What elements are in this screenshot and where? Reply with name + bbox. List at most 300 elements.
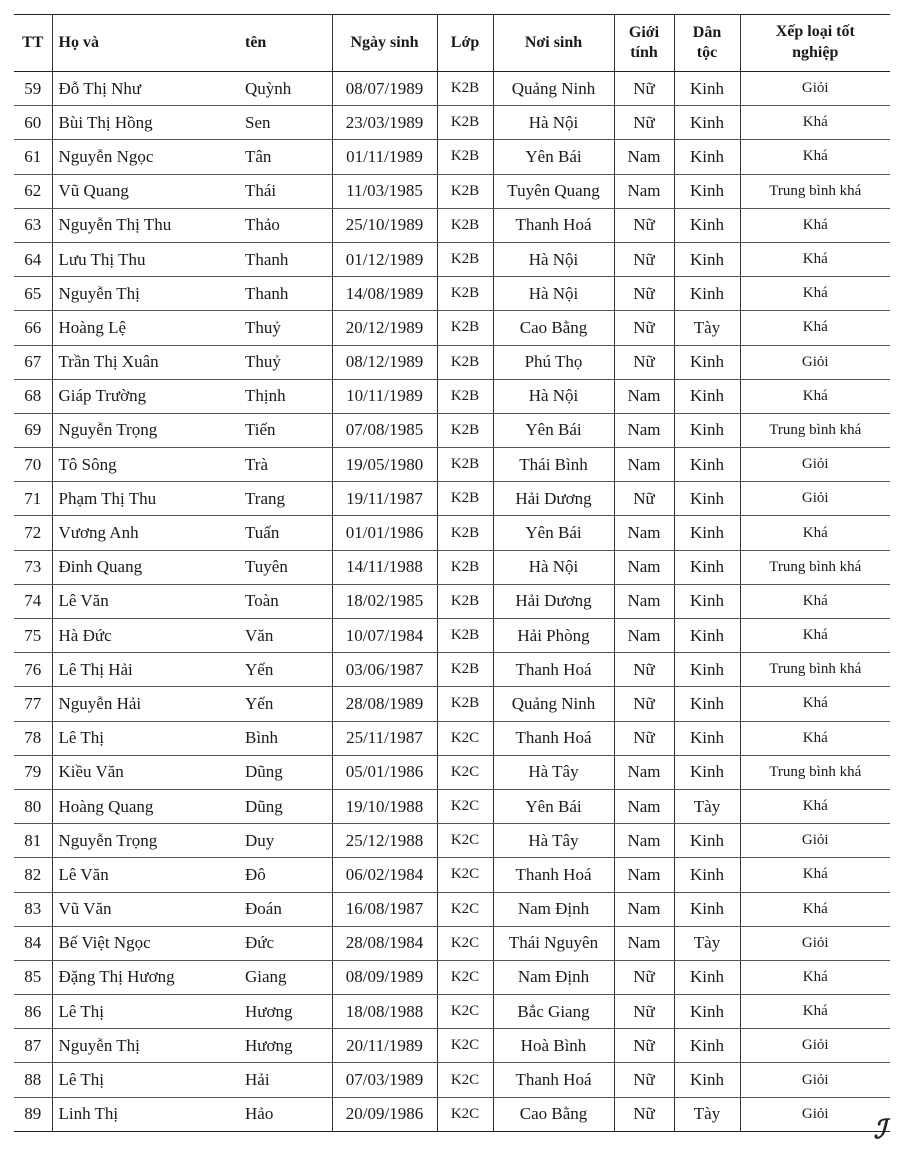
gioi-tinh-header-line2: tính [630, 44, 658, 61]
row-gioi-tinh: Nam [614, 619, 674, 653]
row-ho: Lưu Thị Thu [52, 242, 241, 276]
row-xep-loai: Khá [740, 242, 890, 276]
row-ngay-sinh: 19/10/1988 [332, 789, 437, 823]
row-gioi-tinh: Nữ [614, 311, 674, 345]
row-xep-loai: Trung bình khá [740, 755, 890, 789]
row-gioi-tinh: Nam [614, 755, 674, 789]
row-ten: Thái [241, 174, 332, 208]
row-gioi-tinh: Nam [614, 858, 674, 892]
row-stt: 88 [14, 1063, 52, 1097]
row-lop: K2B [437, 106, 493, 140]
row-gioi-tinh: Nữ [614, 482, 674, 516]
row-noi-sinh: Hải Dương [493, 584, 614, 618]
row-noi-sinh: Thái Nguyên [493, 926, 614, 960]
row-noi-sinh: Hà Nội [493, 379, 614, 413]
row-ten: Đô [241, 858, 332, 892]
table-row [14, 755, 890, 789]
row-ngay-sinh: 19/11/1987 [332, 482, 437, 516]
row-noi-sinh: Hà Tây [493, 824, 614, 858]
row-gioi-tinh: Nam [614, 789, 674, 823]
row-ten: Hương [241, 1029, 332, 1063]
row-ngay-sinh: 06/02/1984 [332, 858, 437, 892]
table-row [14, 550, 890, 584]
row-stt: 85 [14, 960, 52, 994]
row-lop: K2B [437, 208, 493, 242]
row-lop: K2C [437, 789, 493, 823]
table-row [14, 619, 890, 653]
row-xep-loai: Khá [740, 584, 890, 618]
dan-toc-header-line1: Dân [692, 24, 722, 41]
row-lop: K2B [437, 242, 493, 276]
row-noi-sinh: Hà Nội [493, 277, 614, 311]
row-xep-loai: Giỏi [740, 1029, 890, 1063]
roster-body [14, 72, 890, 1132]
row-lop: K2C [437, 1063, 493, 1097]
row-gioi-tinh: Nam [614, 892, 674, 926]
row-dan-toc: Kinh [674, 277, 740, 311]
row-ho: Nguyễn Thị [52, 277, 241, 311]
row-dan-toc: Kinh [674, 1063, 740, 1097]
row-ten: Thuỷ [241, 311, 332, 345]
row-lop: K2B [437, 516, 493, 550]
table-row [14, 516, 890, 550]
column-header-stt: TT [14, 15, 52, 72]
row-lop: K2B [437, 482, 493, 516]
row-dan-toc: Kinh [674, 242, 740, 276]
row-ten: Yến [241, 687, 332, 721]
row-ho: Nguyễn Thị Thu [52, 208, 241, 242]
row-lop: K2B [437, 277, 493, 311]
row-ho: Lê Thị [52, 995, 241, 1029]
row-stt: 81 [14, 824, 52, 858]
row-stt: 71 [14, 482, 52, 516]
row-ho: Lê Thị [52, 721, 241, 755]
row-stt: 67 [14, 345, 52, 379]
row-noi-sinh: Hà Nội [493, 106, 614, 140]
row-noi-sinh: Yên Bái [493, 789, 614, 823]
row-ho: Đinh Quang [52, 550, 241, 584]
row-xep-loai: Giỏi [740, 72, 890, 106]
row-lop: K2B [437, 140, 493, 174]
row-stt: 84 [14, 926, 52, 960]
row-ten: Toàn [241, 584, 332, 618]
graduation-roster-sheet [14, 14, 890, 1132]
row-dan-toc: Kinh [674, 516, 740, 550]
table-row [14, 584, 890, 618]
row-lop: K2B [437, 619, 493, 653]
table-row [14, 926, 890, 960]
row-ho: Giáp Trường [52, 379, 241, 413]
row-dan-toc: Kinh [674, 995, 740, 1029]
row-ho: Phạm Thị Thu [52, 482, 241, 516]
row-ten: Giang [241, 960, 332, 994]
row-ten: Thuỷ [241, 345, 332, 379]
row-stt: 63 [14, 208, 52, 242]
row-noi-sinh: Quảng Ninh [493, 687, 614, 721]
row-ho: Đỗ Thị Như [52, 72, 241, 106]
row-xep-loai: Khá [740, 106, 890, 140]
row-xep-loai: Khá [740, 140, 890, 174]
row-ho: Hoàng Lệ [52, 311, 241, 345]
row-dan-toc: Kinh [674, 755, 740, 789]
row-xep-loai: Khá [740, 619, 890, 653]
row-ngay-sinh: 16/08/1987 [332, 892, 437, 926]
row-ngay-sinh: 07/03/1989 [332, 1063, 437, 1097]
handwritten-page-mark: ℐ [873, 1115, 886, 1144]
row-ho: Linh Thị [52, 1097, 241, 1131]
row-lop: K2B [437, 72, 493, 106]
row-lop: K2C [437, 858, 493, 892]
row-ho: Bùi Thị Hồng [52, 106, 241, 140]
row-ho: Trần Thị Xuân [52, 345, 241, 379]
row-ho: Nguyễn Trọng [52, 824, 241, 858]
table-row [14, 1063, 890, 1097]
row-noi-sinh: Yên Bái [493, 140, 614, 174]
row-ho: Đặng Thị Hương [52, 960, 241, 994]
row-stt: 62 [14, 174, 52, 208]
row-gioi-tinh: Nữ [614, 208, 674, 242]
table-row [14, 106, 890, 140]
row-ho: Nguyễn Trọng [52, 413, 241, 447]
row-noi-sinh: Yên Bái [493, 413, 614, 447]
table-row [14, 379, 890, 413]
table-row [14, 277, 890, 311]
row-lop: K2C [437, 824, 493, 858]
row-gioi-tinh: Nữ [614, 242, 674, 276]
column-header-ten: tên [241, 15, 332, 72]
row-ho: Vũ Văn [52, 892, 241, 926]
row-ho: Lê Văn [52, 584, 241, 618]
row-lop: K2B [437, 448, 493, 482]
row-dan-toc: Kinh [674, 448, 740, 482]
row-lop: K2B [437, 584, 493, 618]
row-ngay-sinh: 14/11/1988 [332, 550, 437, 584]
row-ngay-sinh: 23/03/1989 [332, 106, 437, 140]
row-lop: K2B [437, 345, 493, 379]
row-gioi-tinh: Nữ [614, 653, 674, 687]
row-xep-loai: Khá [740, 995, 890, 1029]
row-gioi-tinh: Nam [614, 550, 674, 584]
row-stt: 86 [14, 995, 52, 1029]
row-lop: K2C [437, 995, 493, 1029]
row-stt: 80 [14, 789, 52, 823]
row-gioi-tinh: Nam [614, 824, 674, 858]
row-dan-toc: Tày [674, 311, 740, 345]
row-xep-loai: Giỏi [740, 345, 890, 379]
row-ngay-sinh: 01/12/1989 [332, 242, 437, 276]
row-lop: K2C [437, 960, 493, 994]
row-ho: Tô Sông [52, 448, 241, 482]
row-stt: 60 [14, 106, 52, 140]
row-ho: Vũ Quang [52, 174, 241, 208]
row-lop: K2B [437, 413, 493, 447]
row-dan-toc: Kinh [674, 892, 740, 926]
row-ten: Thanh [241, 277, 332, 311]
row-stt: 61 [14, 140, 52, 174]
row-dan-toc: Kinh [674, 413, 740, 447]
row-stt: 87 [14, 1029, 52, 1063]
table-row [14, 995, 890, 1029]
row-lop: K2B [437, 687, 493, 721]
row-gioi-tinh: Nữ [614, 1097, 674, 1131]
row-ngay-sinh: 08/12/1989 [332, 345, 437, 379]
row-gioi-tinh: Nữ [614, 277, 674, 311]
row-gioi-tinh: Nữ [614, 1063, 674, 1097]
row-dan-toc: Kinh [674, 858, 740, 892]
row-ngay-sinh: 11/03/1985 [332, 174, 437, 208]
row-dan-toc: Kinh [674, 687, 740, 721]
row-xep-loai: Trung bình khá [740, 653, 890, 687]
row-ten: Tuyên [241, 550, 332, 584]
table-row [14, 311, 890, 345]
row-ngay-sinh: 03/06/1987 [332, 653, 437, 687]
table-row [14, 448, 890, 482]
row-ten: Trà [241, 448, 332, 482]
row-ho: Lê Thị Hải [52, 653, 241, 687]
row-dan-toc: Tày [674, 926, 740, 960]
table-row [14, 653, 890, 687]
row-stt: 79 [14, 755, 52, 789]
column-header-gioi-tinh [614, 15, 674, 72]
column-header-ho: Họ và [52, 15, 241, 72]
row-ten: Hảo [241, 1097, 332, 1131]
column-header-ngay-sinh: Ngày sinh [332, 15, 437, 72]
row-ten: Sen [241, 106, 332, 140]
row-stt: 66 [14, 311, 52, 345]
row-dan-toc: Kinh [674, 721, 740, 755]
row-xep-loai: Trung bình khá [740, 413, 890, 447]
row-ten: Thanh [241, 242, 332, 276]
row-gioi-tinh: Nữ [614, 995, 674, 1029]
row-noi-sinh: Phú Thọ [493, 345, 614, 379]
row-ngay-sinh: 28/08/1989 [332, 687, 437, 721]
row-xep-loai: Giỏi [740, 824, 890, 858]
row-stt: 75 [14, 619, 52, 653]
row-ho: Nguyễn Hải [52, 687, 241, 721]
table-row [14, 789, 890, 823]
row-lop: K2C [437, 926, 493, 960]
row-noi-sinh: Thanh Hoá [493, 721, 614, 755]
row-ngay-sinh: 07/08/1985 [332, 413, 437, 447]
row-lop: K2C [437, 755, 493, 789]
row-ngay-sinh: 14/08/1989 [332, 277, 437, 311]
table-header-row [14, 15, 890, 72]
column-header-xep-loai [740, 15, 890, 72]
row-ngay-sinh: 08/07/1989 [332, 72, 437, 106]
row-dan-toc: Kinh [674, 584, 740, 618]
row-stt: 89 [14, 1097, 52, 1131]
table-row [14, 345, 890, 379]
row-xep-loai: Khá [740, 277, 890, 311]
row-xep-loai: Giỏi [740, 926, 890, 960]
row-xep-loai: Khá [740, 687, 890, 721]
row-xep-loai: Khá [740, 311, 890, 345]
row-dan-toc: Kinh [674, 140, 740, 174]
gioi-tinh-header-line1: Giới [628, 24, 660, 41]
row-ten: Quỳnh [241, 72, 332, 106]
graduation-roster-table [14, 14, 890, 1132]
row-ngay-sinh: 01/01/1986 [332, 516, 437, 550]
row-dan-toc: Tày [674, 789, 740, 823]
row-ngay-sinh: 25/11/1987 [332, 721, 437, 755]
row-dan-toc: Kinh [674, 106, 740, 140]
table-row [14, 858, 890, 892]
column-header-noi-sinh: Nơi sinh [493, 15, 614, 72]
row-noi-sinh: Yên Bái [493, 516, 614, 550]
row-gioi-tinh: Nam [614, 140, 674, 174]
row-noi-sinh: Nam Định [493, 960, 614, 994]
row-lop: K2B [437, 379, 493, 413]
row-ho: Nguyễn Thị [52, 1029, 241, 1063]
row-dan-toc: Kinh [674, 550, 740, 584]
row-dan-toc: Kinh [674, 824, 740, 858]
row-xep-loai: Giỏi [740, 1063, 890, 1097]
row-dan-toc: Kinh [674, 345, 740, 379]
row-ngay-sinh: 18/08/1988 [332, 995, 437, 1029]
row-dan-toc: Tày [674, 1097, 740, 1131]
row-ten: Tân [241, 140, 332, 174]
row-gioi-tinh: Nam [614, 926, 674, 960]
row-dan-toc: Kinh [674, 174, 740, 208]
row-dan-toc: Kinh [674, 653, 740, 687]
row-lop: K2C [437, 892, 493, 926]
xep-loai-header-line1: Xếp loại tốt [775, 23, 855, 41]
row-ho: Hoàng Quang [52, 789, 241, 823]
table-row [14, 687, 890, 721]
row-xep-loai: Khá [740, 892, 890, 926]
row-noi-sinh: Nam Định [493, 892, 614, 926]
row-ngay-sinh: 28/08/1984 [332, 926, 437, 960]
table-row [14, 174, 890, 208]
row-lop: K2B [437, 311, 493, 345]
row-xep-loai: Trung bình khá [740, 174, 890, 208]
table-row [14, 960, 890, 994]
row-lop: K2B [437, 174, 493, 208]
row-gioi-tinh: Nữ [614, 721, 674, 755]
row-xep-loai: Khá [740, 858, 890, 892]
row-noi-sinh: Thanh Hoá [493, 1063, 614, 1097]
row-ngay-sinh: 20/12/1989 [332, 311, 437, 345]
row-ho: Lê Thị [52, 1063, 241, 1097]
row-stt: 73 [14, 550, 52, 584]
table-row [14, 721, 890, 755]
row-ten: Hương [241, 995, 332, 1029]
row-ten: Tuấn [241, 516, 332, 550]
row-dan-toc: Kinh [674, 379, 740, 413]
table-row [14, 72, 890, 106]
row-noi-sinh: Hà Nội [493, 550, 614, 584]
row-noi-sinh: Cao Bằng [493, 311, 614, 345]
row-stt: 74 [14, 584, 52, 618]
table-row [14, 892, 890, 926]
row-stt: 78 [14, 721, 52, 755]
row-ten: Thảo [241, 208, 332, 242]
row-ten: Hải [241, 1063, 332, 1097]
table-row [14, 482, 890, 516]
row-xep-loai: Khá [740, 379, 890, 413]
row-ngay-sinh: 18/02/1985 [332, 584, 437, 618]
table-row [14, 208, 890, 242]
row-stt: 77 [14, 687, 52, 721]
row-stt: 83 [14, 892, 52, 926]
row-gioi-tinh: Nữ [614, 960, 674, 994]
row-stt: 69 [14, 413, 52, 447]
row-gioi-tinh: Nữ [614, 106, 674, 140]
row-stt: 76 [14, 653, 52, 687]
row-ho: Lê Văn [52, 858, 241, 892]
row-xep-loai: Khá [740, 516, 890, 550]
row-ho: Nguyễn Ngọc [52, 140, 241, 174]
row-noi-sinh: Hà Tây [493, 755, 614, 789]
row-noi-sinh: Hà Nội [493, 242, 614, 276]
row-dan-toc: Kinh [674, 72, 740, 106]
row-stt: 82 [14, 858, 52, 892]
row-ten: Duy [241, 824, 332, 858]
row-gioi-tinh: Nữ [614, 72, 674, 106]
row-ten: Thịnh [241, 379, 332, 413]
row-lop: K2B [437, 653, 493, 687]
row-ten: Đức [241, 926, 332, 960]
row-ten: Bình [241, 721, 332, 755]
row-ngay-sinh: 25/12/1988 [332, 824, 437, 858]
row-gioi-tinh: Nam [614, 413, 674, 447]
row-noi-sinh: Thanh Hoá [493, 653, 614, 687]
row-stt: 68 [14, 379, 52, 413]
row-gioi-tinh: Nữ [614, 687, 674, 721]
row-ten: Văn [241, 619, 332, 653]
row-gioi-tinh: Nữ [614, 345, 674, 379]
row-stt: 65 [14, 277, 52, 311]
row-ho: Bế Việt Ngọc [52, 926, 241, 960]
row-ngay-sinh: 10/07/1984 [332, 619, 437, 653]
row-lop: K2C [437, 1029, 493, 1063]
row-noi-sinh: Thanh Hoá [493, 858, 614, 892]
row-gioi-tinh: Nam [614, 379, 674, 413]
row-gioi-tinh: Nữ [614, 1029, 674, 1063]
row-stt: 64 [14, 242, 52, 276]
row-ten: Dũng [241, 755, 332, 789]
row-ngay-sinh: 08/09/1989 [332, 960, 437, 994]
table-row [14, 1097, 890, 1131]
table-row [14, 413, 890, 447]
row-ten: Trang [241, 482, 332, 516]
dan-toc-header-line2: tộc [696, 44, 718, 61]
row-xep-loai: Giỏi [740, 482, 890, 516]
row-noi-sinh: Hải Dương [493, 482, 614, 516]
row-noi-sinh: Quảng Ninh [493, 72, 614, 106]
row-stt: 72 [14, 516, 52, 550]
table-row [14, 242, 890, 276]
row-dan-toc: Kinh [674, 619, 740, 653]
row-xep-loai: Giỏi [740, 448, 890, 482]
row-xep-loai: Giỏi [740, 1097, 890, 1131]
table-row [14, 140, 890, 174]
row-lop: K2C [437, 1097, 493, 1131]
row-ten: Tiến [241, 413, 332, 447]
row-stt: 70 [14, 448, 52, 482]
row-ten: Yến [241, 653, 332, 687]
row-ngay-sinh: 05/01/1986 [332, 755, 437, 789]
row-ngay-sinh: 20/09/1986 [332, 1097, 437, 1131]
row-gioi-tinh: Nam [614, 174, 674, 208]
row-ngay-sinh: 25/10/1989 [332, 208, 437, 242]
row-ho: Hà Đức [52, 619, 241, 653]
row-ngay-sinh: 10/11/1989 [332, 379, 437, 413]
row-xep-loai: Trung bình khá [740, 550, 890, 584]
row-ngay-sinh: 19/05/1980 [332, 448, 437, 482]
row-gioi-tinh: Nam [614, 584, 674, 618]
row-noi-sinh: Bắc Giang [493, 995, 614, 1029]
